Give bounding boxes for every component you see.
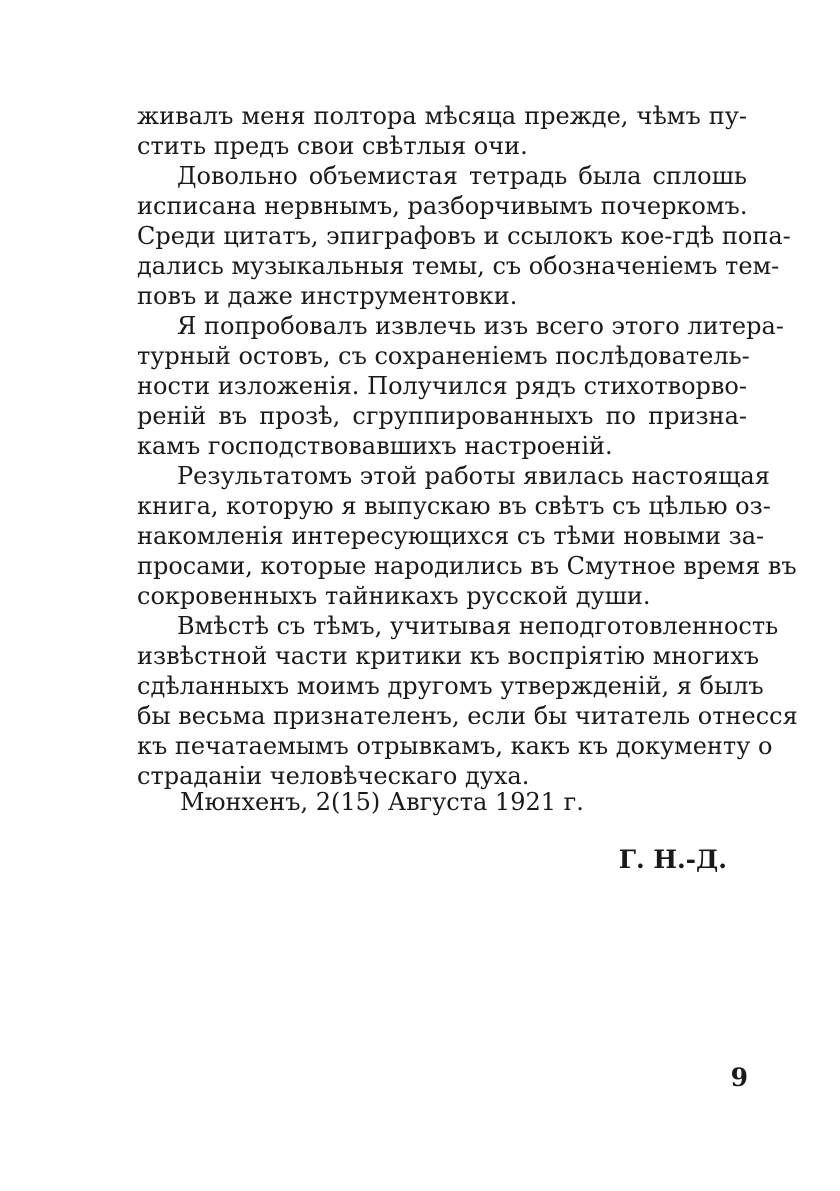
page-number: 9 [730,1063,748,1092]
text-line: страданіи человѣческаго духа. [137,762,530,790]
text-line: дались музыкальныя темы, съ обозначеніемъ тем- [137,252,780,280]
text-line: къ печатаемымъ отрывкамъ, какъ къ документу о [137,732,773,760]
text-line: накомленія интересующихся съ тѣми новыми за- [137,522,765,550]
paragraph [137,611,798,791]
text-line: живалъ меня полтора мѣсяца прежде, чѣмъ пу- [137,102,747,130]
text-line: просами, которые народились въ Смутное время въ [137,552,797,580]
text-line: Среди цитатъ, эпиграфовъ и ссылокъ кое-гдѣ попа- [137,222,791,250]
text-line: камъ господствовавшихъ настроеній. [137,432,613,460]
text-line: бы весьма признателенъ, если бы читатель отнесся [137,702,798,730]
text-line: книга, которую я выпускаю въ свѣтъ съ цѣлью оз- [137,492,771,520]
paragraph [137,461,797,611]
text-line: Результатомъ этой работы явилась настоящая [177,462,770,490]
text-line: исписана нервнымъ, разборчивымъ почеркомъ. [137,192,748,220]
text-line: Довольно объемистая тетрадь была сплошь [177,162,747,190]
text-line: реній въ прозѣ, сгруппированныхъ по призна- [137,402,747,430]
text-line: сдѣланныхъ моимъ другомъ утвержденій, я былъ [137,672,764,700]
text-line: ности изложенія. Получился рядъ стихотворво- [137,372,747,400]
text-line: Вмѣстѣ съ тѣмъ, учитывая неподготовленность [177,612,779,640]
body-text [137,101,798,791]
paragraph [137,311,784,461]
text-line: стить предъ свои свѣтлыя очи. [137,132,528,160]
text-line: турный остовъ, съ сохраненіемъ послѣдователь- [137,342,750,370]
text-line: повъ и даже инструментовки. [137,282,518,310]
paragraph [137,101,747,161]
text-line: извѣстной части критики къ воспріятію многихъ [137,642,760,670]
text-line: Я попробовалъ извлечь изъ всего этого литера- [177,312,784,340]
signature-initials: Г. Н.-Д. [618,845,727,874]
paragraph [137,161,791,311]
text-line: сокровенныхъ тайникахъ русской души. [137,582,651,610]
dateline: Мюнхенъ, 2(15) Августа 1921 г. [180,788,584,816]
